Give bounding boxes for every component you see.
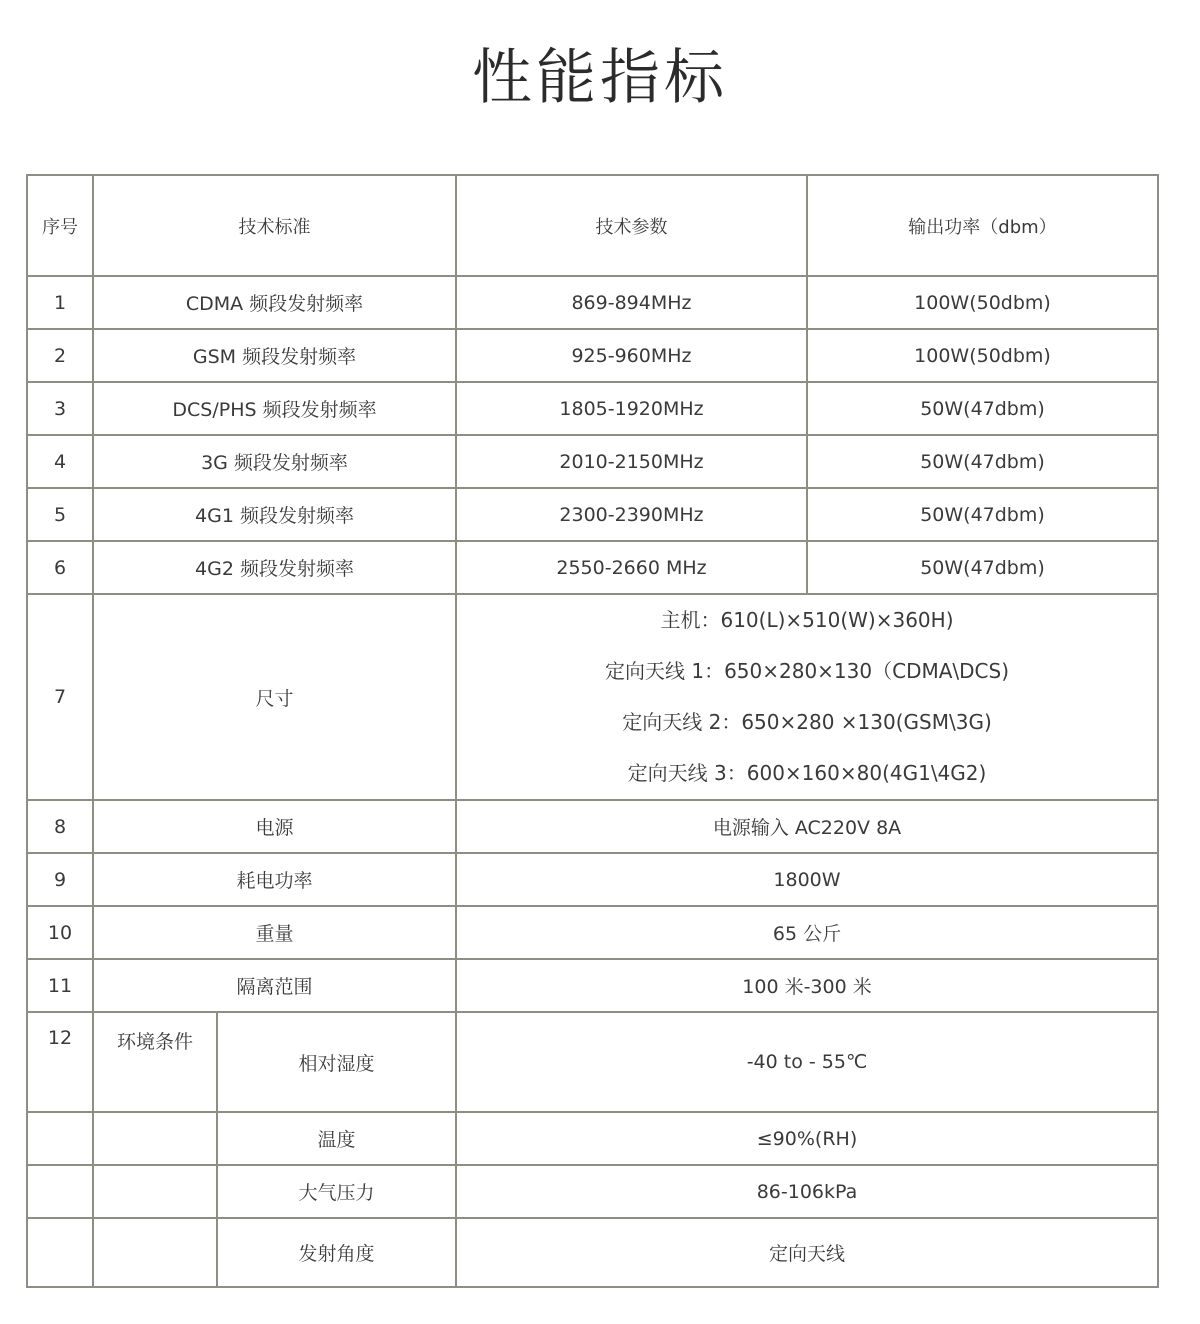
row-power: 50W(47dbm) bbox=[807, 382, 1158, 435]
table-header-row bbox=[27, 175, 1158, 276]
row-index: 1 bbox=[27, 276, 93, 329]
header-power: 输出功率（dbm） bbox=[807, 175, 1158, 276]
env-item-value: -40 to - 55℃ bbox=[456, 1012, 1158, 1112]
row-index: 12 bbox=[27, 1012, 93, 1112]
environment-label: 环境条件 bbox=[93, 1012, 217, 1112]
row-index: 11 bbox=[27, 959, 93, 1012]
environment-row bbox=[27, 1218, 1158, 1287]
table-row bbox=[27, 435, 1158, 488]
row-params: 925-960MHz bbox=[456, 329, 807, 382]
env-item-label: 发射角度 bbox=[217, 1218, 456, 1287]
env-item-value: ≤90%(RH) bbox=[456, 1112, 1158, 1165]
row-label: 电源 bbox=[93, 800, 456, 853]
row-params: 1805-1920MHz bbox=[456, 382, 807, 435]
header-standard: 技术标准 bbox=[93, 175, 456, 276]
table-row bbox=[27, 800, 1158, 853]
size-line: 定向天线 1：650×280×130（CDMA\DCS) bbox=[604, 659, 1010, 683]
environment-row bbox=[27, 1165, 1158, 1218]
size-label: 尺寸 bbox=[93, 594, 456, 800]
table-row bbox=[27, 488, 1158, 541]
row-index: 5 bbox=[27, 488, 93, 541]
empty-cell bbox=[93, 1112, 217, 1165]
empty-cell bbox=[93, 1218, 217, 1287]
row-label: 隔离范围 bbox=[93, 959, 456, 1012]
row-label: 耗电功率 bbox=[93, 853, 456, 906]
table-row bbox=[27, 276, 1158, 329]
row-standard: 4G2 频段发射频率 bbox=[93, 541, 456, 594]
env-item-label: 温度 bbox=[217, 1112, 456, 1165]
environment-row bbox=[27, 1112, 1158, 1165]
row-value: 100 米-300 米 bbox=[456, 959, 1158, 1012]
empty-cell bbox=[27, 1112, 93, 1165]
size-line: 定向天线 2：650×280 ×130(GSM\3G) bbox=[622, 710, 992, 734]
env-item-value: 定向天线 bbox=[456, 1218, 1158, 1287]
size-row bbox=[27, 594, 1158, 800]
row-index: 10 bbox=[27, 906, 93, 959]
row-index: 8 bbox=[27, 800, 93, 853]
table-row bbox=[27, 382, 1158, 435]
header-params: 技术参数 bbox=[456, 175, 807, 276]
row-value: 电源输入 AC220V 8A bbox=[456, 800, 1158, 853]
row-value: 65 公斤 bbox=[456, 906, 1158, 959]
empty-cell bbox=[27, 1218, 93, 1287]
row-standard: DCS/PHS 频段发射频率 bbox=[93, 382, 456, 435]
env-item-label: 大气压力 bbox=[217, 1165, 456, 1218]
row-params: 869-894MHz bbox=[456, 276, 807, 329]
row-label: 重量 bbox=[93, 906, 456, 959]
row-index: 4 bbox=[27, 435, 93, 488]
row-standard: GSM 频段发射频率 bbox=[93, 329, 456, 382]
page-title: 性能指标 bbox=[472, 43, 728, 113]
row-standard: 4G1 频段发射频率 bbox=[93, 488, 456, 541]
row-value: 1800W bbox=[456, 853, 1158, 906]
size-line: 定向天线 3：600×160×80(4G1\4G2) bbox=[627, 761, 987, 785]
row-index: 2 bbox=[27, 329, 93, 382]
row-index: 3 bbox=[27, 382, 93, 435]
row-params: 2300-2390MHz bbox=[456, 488, 807, 541]
row-power: 50W(47dbm) bbox=[807, 435, 1158, 488]
row-standard: CDMA 频段发射频率 bbox=[93, 276, 456, 329]
table-row bbox=[27, 541, 1158, 594]
size-values bbox=[456, 594, 1158, 800]
row-power: 100W(50dbm) bbox=[807, 276, 1158, 329]
table-row bbox=[27, 853, 1158, 906]
table-row bbox=[27, 959, 1158, 1012]
size-line: 主机：610(L)×510(W)×360H) bbox=[660, 608, 954, 632]
empty-cell bbox=[93, 1165, 217, 1218]
spec-table bbox=[26, 174, 1159, 1288]
row-index: 9 bbox=[27, 853, 93, 906]
environment-row bbox=[27, 1012, 1158, 1112]
row-index: 6 bbox=[27, 541, 93, 594]
row-params: 2550-2660 MHz bbox=[456, 541, 807, 594]
env-item-value: 86-106kPa bbox=[456, 1165, 1158, 1218]
table-row bbox=[27, 906, 1158, 959]
empty-cell bbox=[27, 1165, 93, 1218]
row-power: 50W(47dbm) bbox=[807, 488, 1158, 541]
header-index: 序号 bbox=[27, 175, 93, 276]
row-params: 2010-2150MHz bbox=[456, 435, 807, 488]
env-item-label: 相对湿度 bbox=[217, 1012, 456, 1112]
row-standard: 3G 频段发射频率 bbox=[93, 435, 456, 488]
table-row bbox=[27, 329, 1158, 382]
row-power: 100W(50dbm) bbox=[807, 329, 1158, 382]
row-index: 7 bbox=[27, 594, 93, 800]
row-power: 50W(47dbm) bbox=[807, 541, 1158, 594]
